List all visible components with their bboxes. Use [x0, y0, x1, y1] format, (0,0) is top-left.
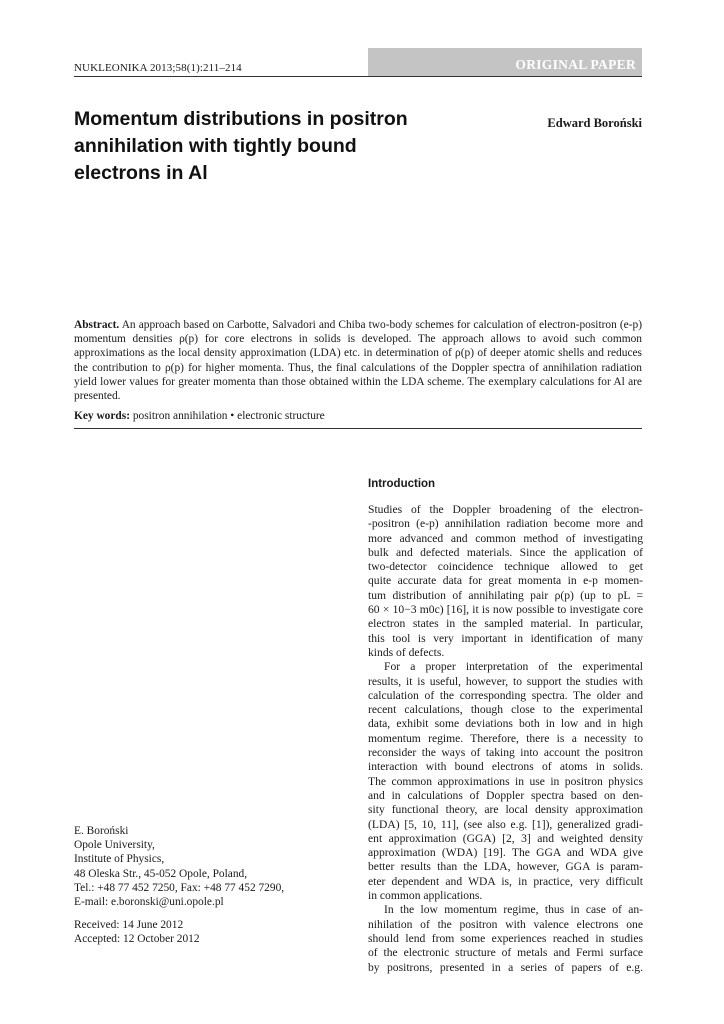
keywords-text: positron annihilation • electronic structure: [132, 410, 325, 422]
body-line: this tool is very important in identification of many: [368, 631, 643, 645]
body-line: results, it is useful, however, to support the studies with: [368, 674, 643, 688]
body-line: sity functional theory, are local density approximation: [368, 803, 643, 817]
keywords-rule: [74, 428, 642, 429]
body-line: In the low momentum regime, thus in case of an-: [384, 903, 643, 917]
accepted-date: Accepted: 12 October 2012: [74, 933, 200, 946]
body-line: 60 × 10−3 m0c) [16], it is now possible to investigate core: [368, 603, 643, 617]
body-line: calculation of the corresponding spectra. The older and: [368, 688, 643, 702]
journal-reference: NUKLEONIKA 2013;58(1):211–214: [74, 62, 242, 74]
body-line: ent approximation (GGA) [2, 3] and weighted density: [368, 831, 643, 845]
body-line: eter dependent and WDA is, in practice, very difficult: [368, 874, 643, 888]
author-affiliation: [74, 824, 344, 909]
affiliation-university: Opole University,: [74, 839, 155, 852]
abstract: [74, 318, 642, 403]
body-line: momentum regime. Therefore, there is a necessity to: [368, 731, 643, 745]
body-line: should lend from some experiences reached in studies: [368, 931, 643, 945]
abstract-text: An approach based on Carbotte, Salvadori and Chiba two-body schemes for calculation of electron-positron (e-p) momentum densities ρ(p) for core electrons in solids is developed. The approach allows to avoid such common approximations as the local density approximation (LDA) etc. in determination of ρ(p) of deeper atomic shells and reduces the contribution to ρ(p) for higher momenta. Thus, the final calculations of the Doppler spectra of annihilation radiation yield lower values for greater momenta than those obtained within the LDA scheme. The exemplary calculations for Al are presented.: [74, 319, 642, 403]
affiliation-address: 48 Oleska Str., 45-052 Opole, Poland,: [74, 867, 248, 880]
body-line: The common approximations in use in positron physics: [368, 774, 643, 788]
body-line: tum distribution of annihilating pair ρ(p) (up to pL =: [368, 588, 643, 602]
body-line: more advanced and common method of investigating: [368, 531, 643, 545]
body-line: For a proper interpretation of the experimental: [384, 660, 643, 674]
affiliation-email: E-mail: e.boronski@uni.opole.pl: [74, 896, 224, 909]
introduction-heading: Introduction: [368, 478, 436, 490]
submission-dates: [74, 918, 344, 946]
received-date: Received: 14 June 2012: [74, 919, 184, 931]
body-line: in common applications.: [368, 889, 483, 903]
body-line: approximation (WDA) [19]. The GGA and WDA give: [368, 846, 643, 860]
header-rule: [74, 76, 642, 77]
paper-type-label: ORIGINAL PAPER: [515, 57, 636, 72]
body-line: by positrons, presented in a series of papers of e.g.: [368, 960, 643, 974]
paper-title: Momentum distributions in positron annihilation with tightly bound electrons in Al: [74, 108, 408, 184]
body-line: data, exhibit some deviations both in low and in high: [368, 717, 643, 731]
body-line: recent calculations, though close to the experimental: [368, 703, 643, 717]
affiliation-institute: Institute of Physics,: [74, 853, 165, 866]
body-line: -positron (e-p) annihilation radiation become more and: [368, 517, 643, 531]
body-line: bulk and defected materials. Since the application of: [368, 545, 643, 559]
body-line: better results than the LDA, however, GGA is param-: [368, 860, 643, 874]
paper-type-banner: [368, 48, 642, 76]
abstract-label: Abstract.: [74, 319, 120, 331]
body-line: interaction with bound electrons of atoms in solids.: [368, 760, 643, 774]
body-line: and in calculations of Doppler spectra based on den-: [368, 788, 643, 802]
keywords-label: Key words:: [74, 410, 130, 422]
author-name: Edward Boroński: [547, 116, 642, 130]
affiliation-phone: Tel.: +48 77 452 7250, Fax: +48 77 452 7290,: [74, 881, 285, 894]
body-line: quite accurate data for great momenta in e-p momen-: [368, 574, 643, 588]
body-line: nihilation of the positron with valence electrons one: [368, 917, 643, 931]
keywords: [74, 410, 642, 422]
body-line: (LDA) [5, 10, 11], (see also e.g. [1]), generalized gradi-: [368, 817, 643, 831]
body-line: Studies of the Doppler broadening of the electron-: [368, 503, 643, 516]
body-line: electron states in the sampled material. In particular,: [368, 617, 643, 631]
body-line: kinds of defects.: [368, 645, 445, 659]
body-line: reconsider the ways of taking into account the positron: [368, 746, 643, 760]
affiliation-name: E. Boroński: [74, 825, 129, 837]
body-line: two-detector coincidence technique allowed to get: [368, 560, 643, 574]
introduction-body: [368, 503, 643, 975]
body-line: of the electronic structure of metals and Fermi surface: [368, 946, 643, 960]
